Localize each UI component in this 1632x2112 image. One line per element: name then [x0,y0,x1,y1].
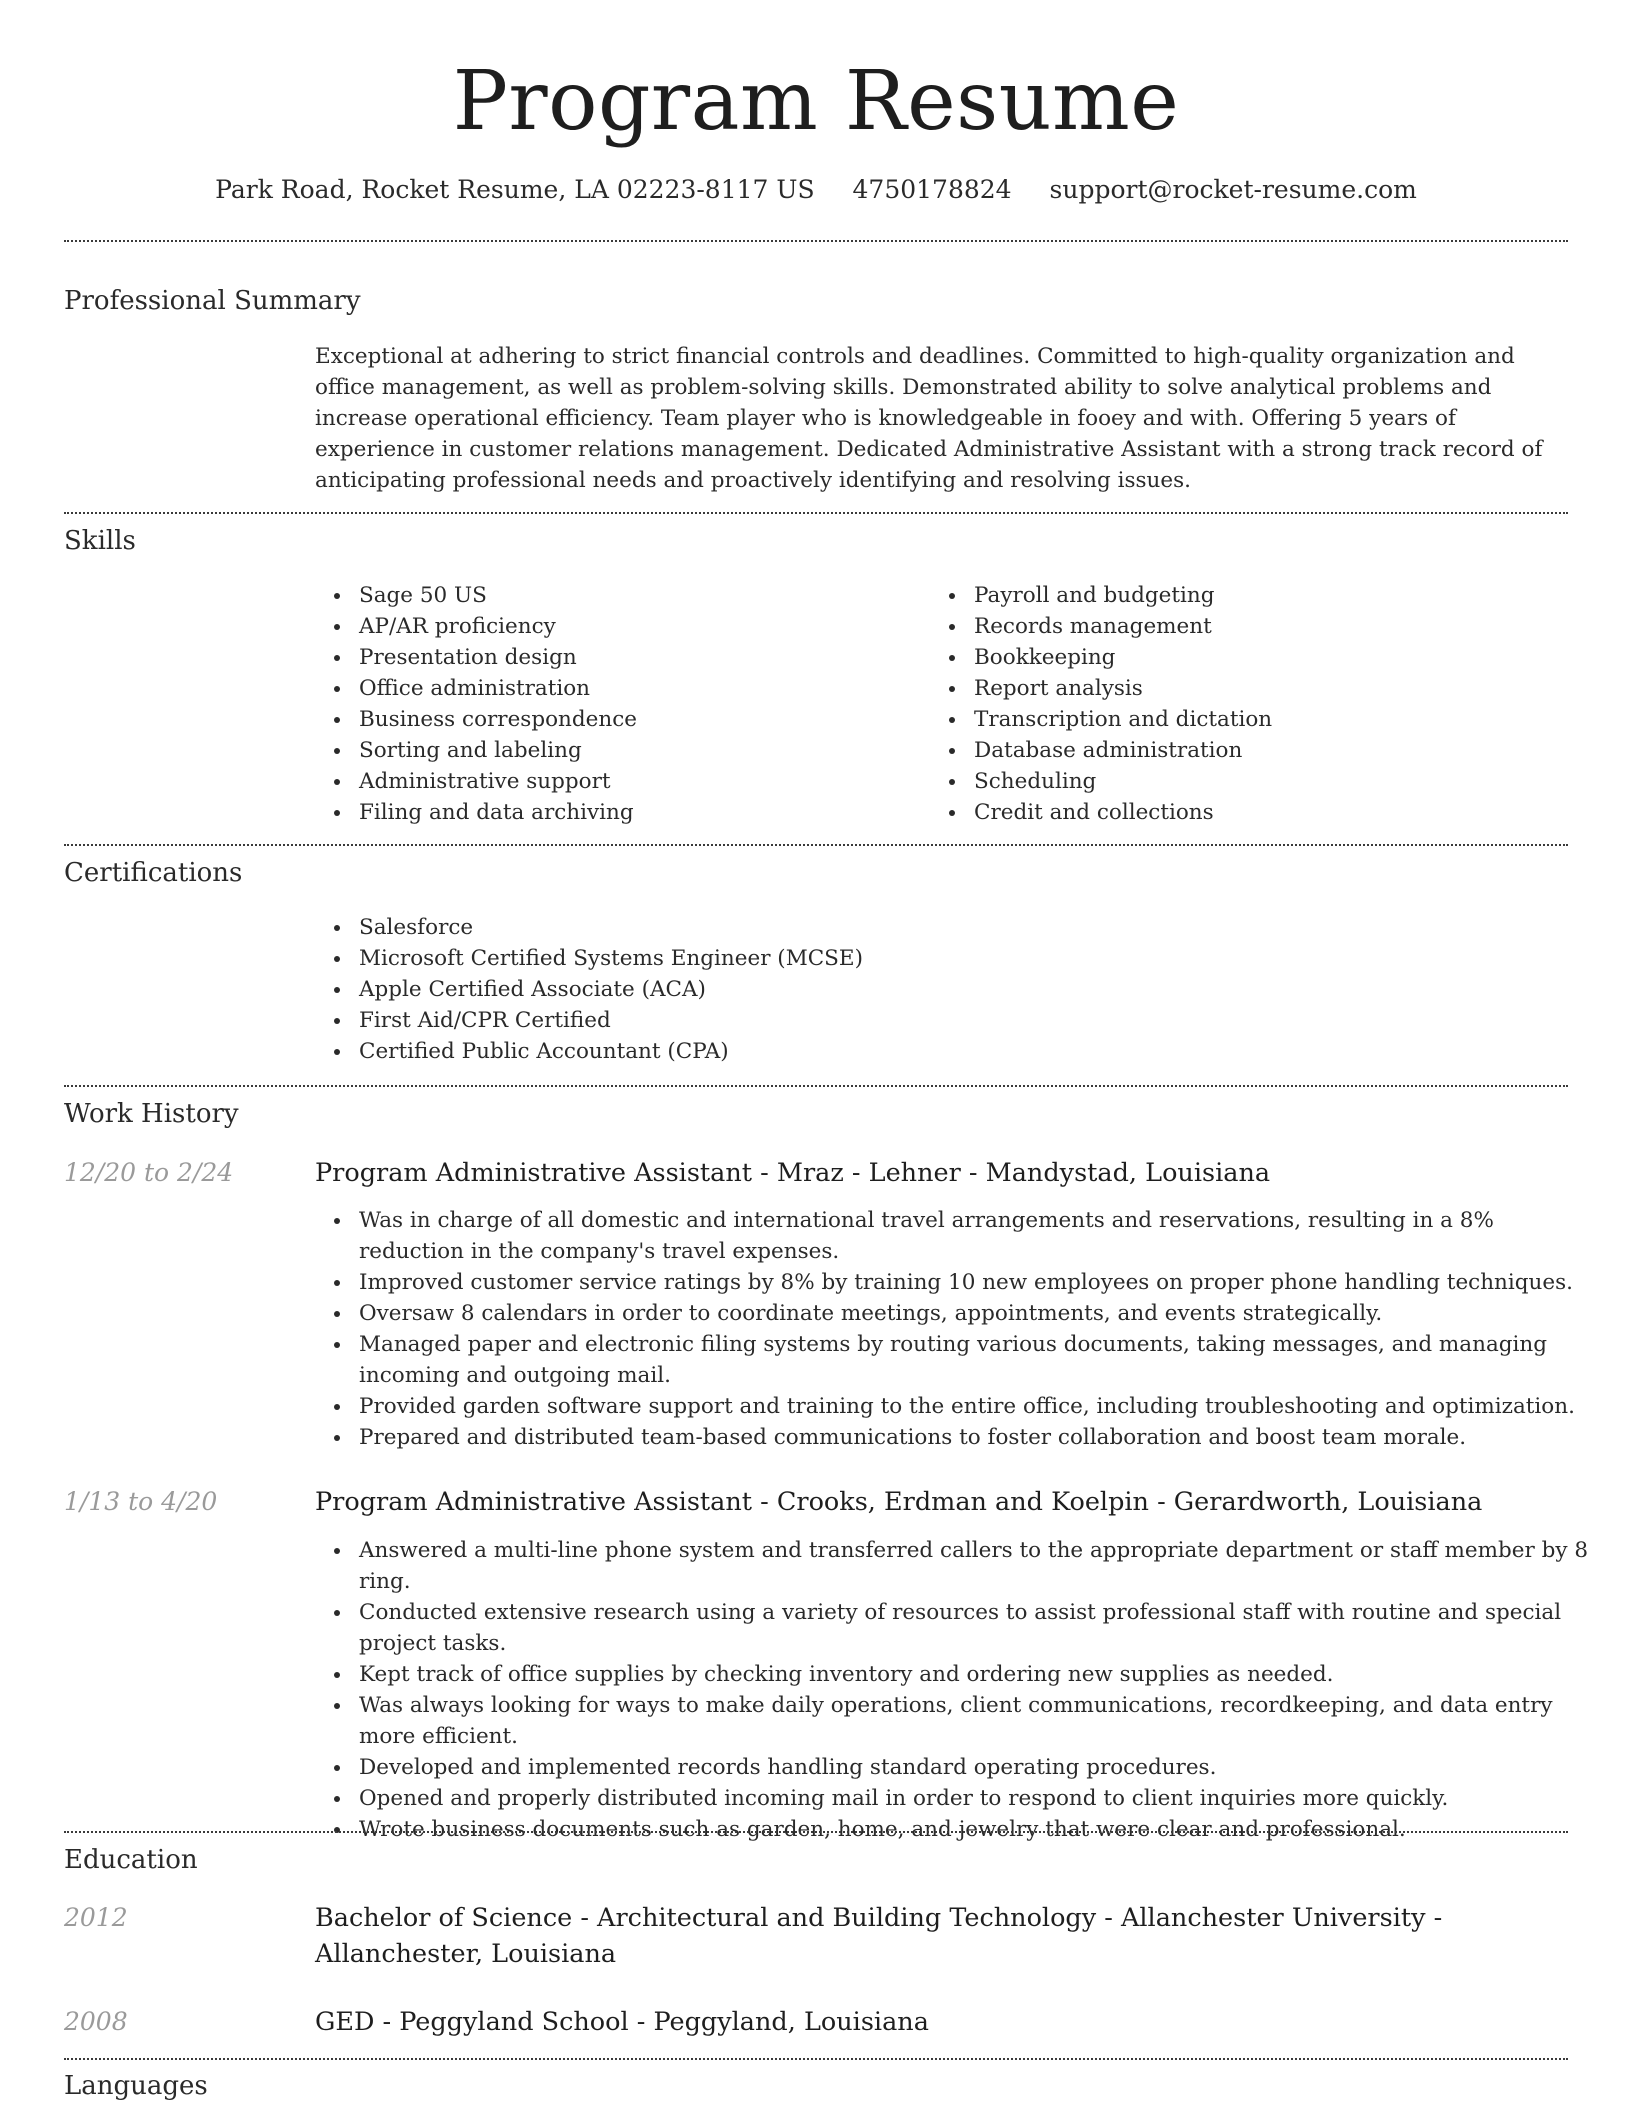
section-title-languages: Languages [64,2071,208,2101]
skill-item: Sorting and labeling [359,735,919,766]
skill-item: Payroll and budgeting [974,580,1594,611]
certification-item: Microsoft Certified Systems Engineer (MCSE) [359,943,1559,974]
certification-item: Salesforce [359,912,1559,943]
skill-item: Bookkeeping [974,642,1594,673]
job-bullet: Kept track of office supplies by checking inventory and ordering new supplies as needed. [359,1659,1589,1690]
job-bullet: Opened and properly distributed incoming mail in order to respond to client inquiries more quickly. [359,1783,1589,1814]
job-bullets [315,1535,1589,1845]
divider [64,2058,1568,2060]
job-bullet: Was in charge of all domestic and international travel arrangements and reservations, resulting in a 8% reduction in the company's travel expenses. [359,1205,1589,1267]
divider [64,1085,1568,1087]
skill-item: Filing and data archiving [359,797,919,828]
section-title-education: Education [64,1845,198,1875]
certification-item: Certified Public Accountant (CPA) [359,1036,1559,1067]
skill-item: Database administration [974,735,1594,766]
skill-item: Report analysis [974,673,1594,704]
skill-item: Presentation design [359,642,919,673]
summary-text: Exceptional at adhering to strict financial controls and deadlines. Committed to high-quality organization and office management, as well as problem-solving skills. Demonstrated ability to solve analytical problems and increase operational efficiency. Team player who is knowledgeable in fooey and with. Offering 5 years of experience in customer relations management. Dedicated Administrative Assistant with a strong track record of anticipating professional needs and proactively identifying and resolving issues. [315,344,1543,493]
skill-item: Scheduling [974,766,1594,797]
job-bullet: Developed and implemented records handling standard operating procedures. [359,1752,1589,1783]
job-title: Program Administrative Assistant - Crooks, Erdman and Koelpin - Gerardworth, Louisiana [315,1487,1483,1517]
education-degree: Bachelor of Science - Architectural and Building Technology - Allanchester University - Allanchester, Louisiana [315,1903,1443,1969]
section-title-summary: Professional Summary [64,286,361,316]
job-dates: 1/13 to 4/20 [64,1487,218,1516]
job-dates: 12/20 to 2/24 [64,1158,234,1187]
job-bullet: Conducted extensive research using a variety of resources to assist professional staff with routine and special project tasks. [359,1597,1589,1659]
section-title-skills: Skills [64,526,136,556]
contact-email: support@rocket-resume.com [1049,175,1417,204]
certification-item: First Aid/CPR Certified [359,1005,1559,1036]
contact-line [0,170,1632,210]
certifications-list [315,912,1559,1067]
section-title-certifications: Certifications [64,858,243,888]
divider [64,1831,1568,1833]
education-degree: GED - Peggyland School - Peggyland, Louisiana [315,2007,929,2037]
skill-item: Administrative support [359,766,919,797]
job-bullet: Wrote business documents such as garden, home, and jewelry that were clear and professional. [359,1814,1589,1845]
job-bullet: Managed paper and electronic filing systems by routing various documents, taking messages, and managing incoming and outgoing mail. [359,1329,1589,1391]
skill-item: Transcription and dictation [974,704,1594,735]
section-title-work-history: Work History [64,1099,239,1129]
skill-item: Records management [974,611,1594,642]
job-bullet: Oversaw 8 calendars in order to coordinate meetings, appointments, and events strategically. [359,1298,1589,1329]
job-title: Program Administrative Assistant - Mraz - Lehner - Mandystad, Louisiana [315,1158,1271,1188]
divider [64,240,1568,242]
skills-list-left [315,580,919,828]
job-bullet: Prepared and distributed team-based communications to foster collaboration and boost team morale. [359,1422,1589,1453]
skill-item: Credit and collections [974,797,1594,828]
certification-item: Apple Certified Associate (ACA) [359,974,1559,1005]
education-year: 2008 [64,2007,128,2036]
contact-address: Park Road, Rocket Resume, LA 02223-8117 US [215,175,815,204]
job-bullets [315,1205,1589,1453]
contact-phone: 4750178824 [852,175,1012,204]
skill-item: AP/AR proficiency [359,611,919,642]
resume-name: Program Resume [452,54,1180,149]
job-bullet: Answered a multi-line phone system and transferred callers to the appropriate department or staff member by 8 ring. [359,1535,1589,1597]
skill-item: Sage 50 US [359,580,919,611]
job-bullet: Was always looking for ways to make daily operations, client communications, recordkeeping, and data entry more efficient. [359,1690,1589,1752]
job-bullet: Provided garden software support and training to the entire office, including troubleshooting and optimization. [359,1391,1589,1422]
divider [64,512,1568,514]
skills-list-right [930,580,1594,828]
skill-item: Office administration [359,673,919,704]
job-bullet: Improved customer service ratings by 8% by training 10 new employees on proper phone handling techniques. [359,1267,1589,1298]
education-year: 2012 [64,1903,128,1932]
skill-item: Business correspondence [359,704,919,735]
divider [64,844,1568,846]
